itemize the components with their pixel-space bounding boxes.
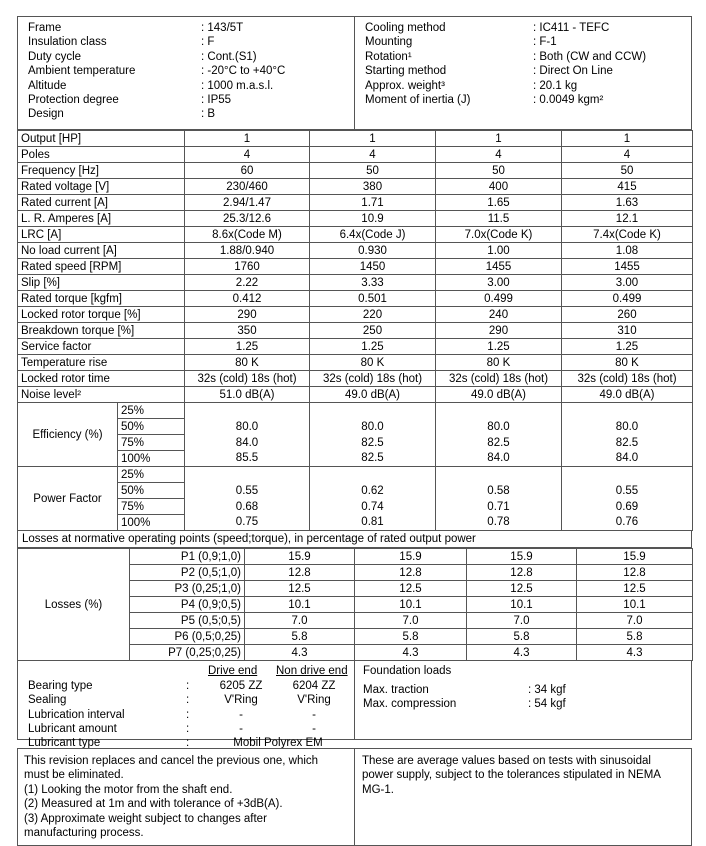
row-value: 7.4x(Code K): [562, 227, 693, 243]
losses-row: [18, 549, 693, 565]
row-value: 230/460: [185, 179, 310, 195]
loss-value: 10.1: [577, 597, 693, 613]
spec-label: Cooling method: [365, 22, 446, 34]
right-spec-labels: [365, 21, 470, 107]
loss-value: 5.8: [355, 629, 467, 645]
spec-value: : F-1: [533, 36, 557, 49]
row-value: 0.499: [436, 291, 562, 307]
performance-row: [18, 339, 693, 355]
spec-label: Approx. weight³: [365, 79, 445, 92]
row-value: 1: [562, 131, 693, 147]
note-line: manufacturing process.: [24, 827, 144, 840]
row-value: 25.3/12.6: [185, 211, 310, 227]
spec-label: Mounting: [365, 36, 413, 49]
loss-value: 4.3: [467, 645, 577, 661]
loss-value: 7.0: [577, 613, 693, 629]
row-label: Locked rotor torque [%]: [18, 307, 185, 323]
row-value: 1455: [562, 259, 693, 275]
power-factor-row: [18, 467, 693, 483]
power-factor-label: Power Factor: [18, 467, 118, 531]
drive-end-header: Drive end: [208, 665, 258, 677]
row-value: 11.5: [436, 211, 562, 227]
bearing-sep: :: [186, 722, 190, 735]
load-value: 0.58: [436, 483, 562, 499]
non-drive-end-value: 6204 ZZ: [292, 680, 336, 692]
row-value: 50: [310, 163, 436, 179]
performance-row: [18, 131, 693, 147]
spec-value: : IP55: [201, 93, 232, 106]
performance-row: [18, 387, 693, 403]
row-value: 220: [310, 307, 436, 323]
header-divider: [354, 17, 355, 129]
loss-value: 10.1: [245, 597, 355, 613]
row-value: 0.930: [310, 243, 436, 259]
spec-label: Rotation¹: [365, 50, 412, 63]
loss-value: 7.0: [245, 613, 355, 629]
row-value: 6.4x(Code J): [310, 227, 436, 243]
note-line: (3) Approximate weight subject to changes after: [24, 812, 267, 825]
row-value: 4: [185, 147, 310, 163]
loss-value: 12.5: [577, 581, 693, 597]
row-value: 0.499: [562, 291, 693, 307]
load-value: 0.55: [185, 483, 310, 499]
performance-table: [17, 130, 693, 531]
performance-row: [18, 195, 693, 211]
row-value: 4: [562, 147, 693, 163]
row-value: 290: [185, 307, 310, 323]
note-line: must be eliminated.: [24, 769, 124, 782]
foundation-value: : 34 kgf: [528, 684, 566, 696]
note-line: These are average values based on tests with sinusoidal: [362, 755, 651, 767]
spec-label: Altitude: [28, 79, 67, 92]
row-label: Poles: [18, 147, 185, 163]
row-value: 2.22: [185, 275, 310, 291]
loss-value: 7.0: [355, 613, 467, 629]
general-specs-header: [17, 16, 692, 130]
row-value: 51.0 dB(A): [185, 387, 310, 403]
note-line: power supply, subject to the tolerances stipulated in NEMA: [362, 769, 661, 782]
load-value: 0.69: [562, 499, 693, 515]
loss-value: 12.5: [355, 581, 467, 597]
row-label: Slip [%]: [18, 275, 185, 291]
load-label: 50%: [118, 419, 185, 435]
loss-value: 4.3: [355, 645, 467, 661]
row-value: 1450: [310, 259, 436, 275]
row-value: 32s (cold) 18s (hot): [310, 371, 436, 387]
load-value: 0.78: [436, 515, 562, 531]
row-value: 1: [185, 131, 310, 147]
foundation-value: : 54 kgf: [528, 698, 566, 711]
motor-datasheet: [17, 16, 692, 846]
performance-row: [18, 211, 693, 227]
test-notes: [362, 754, 661, 797]
row-label: LRC [A]: [18, 227, 185, 243]
performance-row: [18, 147, 693, 163]
row-value: 0.412: [185, 291, 310, 307]
row-label: Output [HP]: [18, 131, 185, 147]
spec-value: : B: [201, 108, 216, 121]
row-value: 290: [436, 323, 562, 339]
loss-value: 10.1: [467, 597, 577, 613]
note-line: MG-1.: [362, 783, 394, 796]
row-value: 7.0x(Code K): [436, 227, 562, 243]
note-line: (1) Looking the motor from the shaft end.: [24, 783, 233, 796]
loss-value: 4.3: [245, 645, 355, 661]
load-value: 0.74: [310, 499, 436, 515]
row-label: Rated torque [kgfm]: [18, 291, 185, 307]
operating-point: P7 (0,25;0,25): [130, 645, 245, 661]
notes-section: [17, 748, 692, 846]
bearing-label: Sealing: [28, 694, 67, 707]
loss-value: 5.8: [577, 629, 693, 645]
non-drive-end-value: -: [312, 722, 316, 735]
non-drive-end-value: V'Ring: [297, 694, 331, 707]
performance-row: [18, 371, 693, 387]
left-spec-values: [201, 21, 285, 122]
performance-row: [18, 163, 693, 179]
spec-value: : 0.0049 kgm²: [533, 93, 604, 106]
loss-value: 5.8: [467, 629, 577, 645]
load-value: [310, 467, 436, 483]
load-value: 80.0: [436, 419, 562, 435]
loss-value: 15.9: [467, 549, 577, 565]
row-value: 32s (cold) 18s (hot): [562, 371, 693, 387]
loss-value: 12.8: [245, 565, 355, 581]
row-value: 1455: [436, 259, 562, 275]
operating-point: P5 (0,5;0,5): [130, 613, 245, 629]
row-label: Frequency [Hz]: [18, 163, 185, 179]
row-value: 80 K: [310, 355, 436, 371]
operating-point: P1 (0,9;1,0): [130, 549, 245, 565]
row-value: 49.0 dB(A): [436, 387, 562, 403]
row-label: Breakdown torque [%]: [18, 323, 185, 339]
row-label: Rated speed [RPM]: [18, 259, 185, 275]
loss-value: 12.5: [245, 581, 355, 597]
spec-label: Frame: [28, 22, 62, 34]
row-value: 380: [310, 179, 436, 195]
row-label: Locked rotor time: [18, 371, 185, 387]
row-value: 1.25: [185, 339, 310, 355]
spec-value: : -20°C to +40°C: [201, 65, 286, 78]
load-label: 100%: [118, 515, 185, 531]
row-value: 50: [562, 163, 693, 179]
row-value: 60: [185, 163, 310, 179]
operating-point: P6 (0,5;0,25): [130, 629, 245, 645]
row-value: 3.00: [436, 275, 562, 291]
bearing-label: Lubricant type: [28, 737, 101, 750]
spec-value: : 1000 m.a.s.l.: [201, 79, 274, 92]
row-value: 49.0 dB(A): [562, 387, 693, 403]
bearings-divider: [354, 661, 355, 739]
load-value: 0.71: [436, 499, 562, 515]
spec-label: Starting method: [365, 65, 447, 78]
row-value: 80 K: [436, 355, 562, 371]
efficiency-row: [18, 435, 693, 451]
spec-value: : Direct On Line: [533, 65, 613, 78]
loss-value: 4.3: [577, 645, 693, 661]
bearing-sep: :: [186, 680, 190, 692]
row-value: 3.33: [310, 275, 436, 291]
load-label: 25%: [118, 467, 185, 483]
loss-value: 12.8: [355, 565, 467, 581]
right-spec-values: [533, 21, 646, 107]
row-value: 240: [436, 307, 562, 323]
foundation-label: Max. compression: [363, 698, 457, 711]
loss-value: 5.8: [245, 629, 355, 645]
performance-row: [18, 291, 693, 307]
foundation-loads-title: Foundation loads: [363, 665, 452, 677]
load-value: 0.75: [185, 515, 310, 531]
bearing-label: Lubricant amount: [28, 722, 117, 735]
row-value: 1.25: [436, 339, 562, 355]
losses-title: Losses at normative operating points (speed;torque), in percentage of rated output power: [17, 531, 692, 548]
load-value: 82.5: [562, 435, 693, 451]
row-value: 2.94/1.47: [185, 195, 310, 211]
efficiency-label: Efficiency (%): [18, 403, 118, 467]
row-value: 3.00: [562, 275, 693, 291]
row-label: Noise level²: [18, 387, 185, 403]
performance-row: [18, 243, 693, 259]
spec-value: : IC411 - TEFC: [533, 22, 610, 34]
row-value: 1.25: [310, 339, 436, 355]
loss-value: 7.0: [467, 613, 577, 629]
foundation-label: Max. traction: [363, 684, 429, 696]
row-value: 260: [562, 307, 693, 323]
power-factor-row: [18, 515, 693, 531]
loss-value: 12.8: [577, 565, 693, 581]
row-value: 50: [436, 163, 562, 179]
non-drive-end-value: -: [312, 708, 316, 721]
row-value: 1.65: [436, 195, 562, 211]
load-value: [185, 403, 310, 419]
load-value: 82.5: [310, 435, 436, 451]
efficiency-row: [18, 403, 693, 419]
row-label: Service factor: [18, 339, 185, 355]
load-value: 82.5: [436, 435, 562, 451]
row-value: 8.6x(Code M): [185, 227, 310, 243]
drive-end-value: -: [239, 708, 243, 721]
row-value: 250: [310, 323, 436, 339]
row-label: Rated voltage [V]: [18, 179, 185, 195]
performance-row: [18, 227, 693, 243]
row-value: 1.63: [562, 195, 693, 211]
row-label: No load current [A]: [18, 243, 185, 259]
row-value: 1.88/0.940: [185, 243, 310, 259]
revision-notes: [24, 754, 318, 840]
row-label: Temperature rise: [18, 355, 185, 371]
load-value: [562, 403, 693, 419]
row-value: 1.08: [562, 243, 693, 259]
note-line: (2) Measured at 1m and with tolerance of +3dB(A).: [24, 798, 283, 811]
spec-value: : Cont.(S1): [201, 50, 257, 63]
row-value: 80 K: [562, 355, 693, 371]
loss-value: 12.8: [467, 565, 577, 581]
non-drive-end-header: Non drive end: [276, 665, 348, 677]
row-value: 1: [310, 131, 436, 147]
loss-value: 12.5: [467, 581, 577, 597]
load-value: 80.0: [185, 419, 310, 435]
operating-point: P3 (0,25;1,0): [130, 581, 245, 597]
bearing-sep: :: [186, 708, 190, 721]
row-value: 0.501: [310, 291, 436, 307]
performance-row: [18, 323, 693, 339]
row-value: 1: [436, 131, 562, 147]
performance-row: [18, 259, 693, 275]
load-value: 82.5: [310, 451, 436, 467]
losses-label: Losses (%): [18, 549, 130, 661]
load-value: [185, 467, 310, 483]
row-value: 49.0 dB(A): [310, 387, 436, 403]
load-label: 50%: [118, 483, 185, 499]
row-value: 12.1: [562, 211, 693, 227]
losses-table: [17, 548, 693, 661]
row-value: 10.9: [310, 211, 436, 227]
power-factor-row: [18, 483, 693, 499]
loss-value: 15.9: [245, 549, 355, 565]
performance-row: [18, 355, 693, 371]
spec-value: : Both (CW and CCW): [533, 50, 647, 63]
spec-value: : 143/5T: [201, 22, 244, 34]
efficiency-row: [18, 419, 693, 435]
bearing-label: Lubrication interval: [28, 708, 125, 721]
load-value: [436, 467, 562, 483]
operating-point: P4 (0,9;0,5): [130, 597, 245, 613]
load-label: 75%: [118, 499, 185, 515]
row-value: 80 K: [185, 355, 310, 371]
bearings-section: [17, 661, 692, 750]
row-value: 415: [562, 179, 693, 195]
load-value: [436, 403, 562, 419]
row-value: 310: [562, 323, 693, 339]
operating-point: P2 (0,5;1,0): [130, 565, 245, 581]
load-value: 80.0: [310, 419, 436, 435]
load-value: 0.76: [562, 515, 693, 531]
load-value: [562, 467, 693, 483]
efficiency-row: [18, 451, 693, 467]
row-value: 350: [185, 323, 310, 339]
load-value: 85.5: [185, 451, 310, 467]
bearing-sep: :: [186, 694, 190, 707]
spec-label: Moment of inertia (J): [365, 93, 471, 106]
loss-value: 15.9: [355, 549, 467, 565]
row-value: 1760: [185, 259, 310, 275]
spec-label: Protection degree: [28, 93, 119, 106]
drive-end-value: Mobil Polyrex EM: [233, 737, 323, 750]
performance-row: [18, 179, 693, 195]
row-value: 1.71: [310, 195, 436, 211]
performance-row: [18, 275, 693, 291]
load-value: 84.0: [185, 435, 310, 451]
row-value: 1.25: [562, 339, 693, 355]
spec-value: : 20.1 kg: [533, 79, 578, 92]
bearing-sep: :: [186, 737, 190, 750]
row-value: 32s (cold) 18s (hot): [436, 371, 562, 387]
spec-label: Design: [28, 108, 64, 121]
load-label: 100%: [118, 451, 185, 467]
spec-value: : F: [201, 36, 215, 49]
power-factor-row: [18, 499, 693, 515]
note-line: This revision replaces and cancel the previous one, which: [24, 755, 319, 767]
load-value: 0.81: [310, 515, 436, 531]
left-spec-labels: [28, 21, 135, 122]
row-value: 4: [310, 147, 436, 163]
row-label: L. R. Amperes [A]: [18, 211, 185, 227]
load-value: 0.55: [562, 483, 693, 499]
drive-end-value: -: [239, 722, 243, 735]
loss-value: 15.9: [577, 549, 693, 565]
load-value: 0.68: [185, 499, 310, 515]
load-value: 0.62: [310, 483, 436, 499]
drive-end-value: 6205 ZZ: [219, 680, 263, 692]
performance-row: [18, 307, 693, 323]
row-value: 400: [436, 179, 562, 195]
row-label: Rated current [A]: [18, 195, 185, 211]
load-value: 84.0: [436, 451, 562, 467]
load-label: 25%: [118, 403, 185, 419]
load-label: 75%: [118, 435, 185, 451]
row-value: 4: [436, 147, 562, 163]
bearing-label: Bearing type: [28, 680, 93, 692]
spec-label: Duty cycle: [28, 50, 82, 63]
row-value: 1.00: [436, 243, 562, 259]
spec-label: Insulation class: [28, 36, 107, 49]
load-value: [310, 403, 436, 419]
loss-value: 10.1: [355, 597, 467, 613]
drive-end-value: V'Ring: [224, 694, 258, 707]
notes-divider: [354, 749, 355, 845]
spec-label: Ambient temperature: [28, 65, 136, 78]
load-value: 80.0: [562, 419, 693, 435]
load-value: 84.0: [562, 451, 693, 467]
row-value: 32s (cold) 18s (hot): [185, 371, 310, 387]
